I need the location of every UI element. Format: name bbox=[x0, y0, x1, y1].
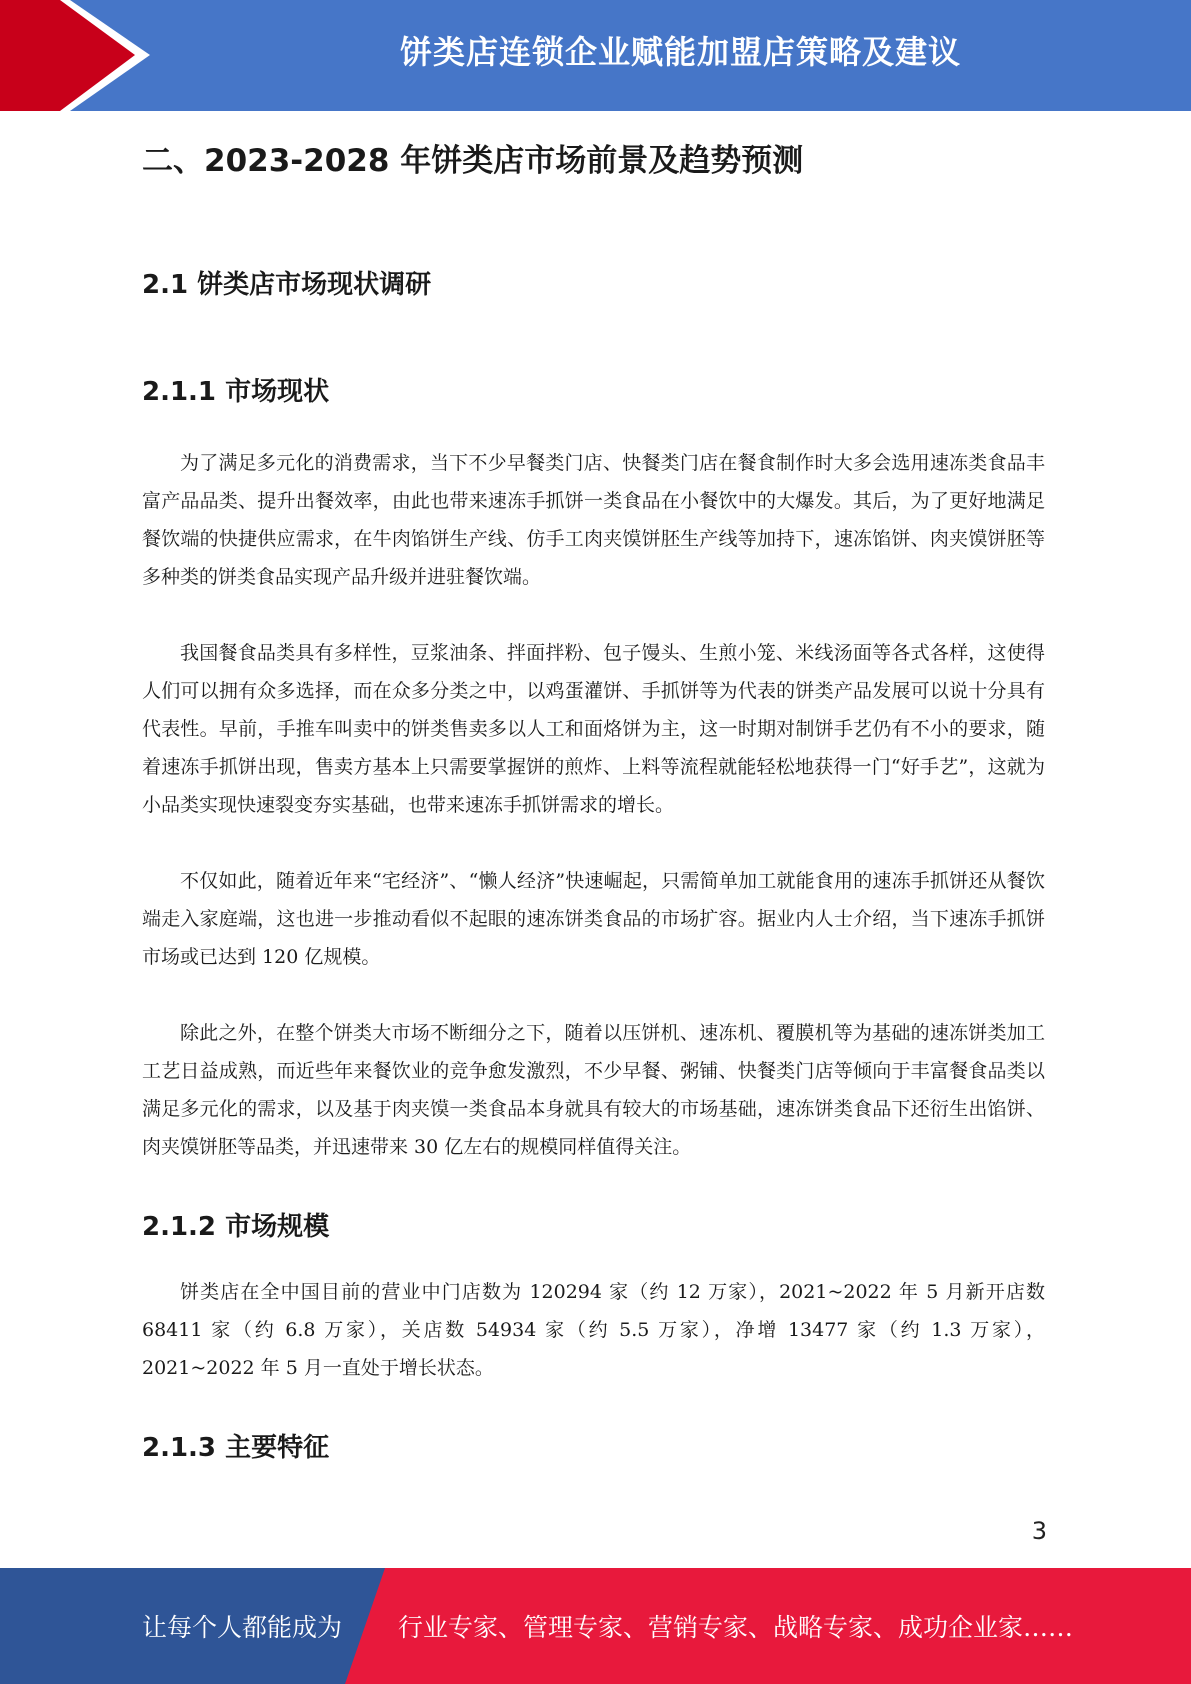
market-size-paragraphs bbox=[142, 1273, 1045, 1387]
paragraph: 饼类店在全中国目前的营业中门店数为 120294 家（约 12 万家），2021~2022 年 5 月新开店数 68411 家（约 6.8 万家），关店数 54934 家（约 5.5 万家），净增 13477 家（约 1.3 万家），2021~2022 年 5 月一直处于增长状态。 bbox=[142, 1281, 1045, 1379]
market-status-paragraphs bbox=[142, 444, 1045, 1166]
paragraph: 我国餐食品类具有多样性，豆浆油条、拌面拌粉、包子馒头、生煎小笼、米线汤面等各式各样，这使得人们可以拥有众多选择，而在众多分类之中，以鸡蛋灌饼、手抓饼等为代表的饼类产品发展可以说十分具有代表性。早前，手推车叫卖中的饼类售卖多以人工和面烙饼为主，这一时期对制饼手艺仍有不小的要求，随着速冻手抓饼出现，售卖方基本上只需要掌握饼的煎炸、上料等流程就能轻松地获得一门“好手艺”，这就为小品类实现快速裂变夯实基础，也带来速冻手抓饼需求的增长。 bbox=[142, 642, 1045, 816]
header-banner bbox=[0, 0, 1191, 111]
subsection-title: 2.1 饼类店市场现状调研 bbox=[142, 270, 432, 300]
document-body bbox=[142, 130, 1045, 1464]
footer-slogan-right: 行业专家、管理专家、营销专家、战略专家、成功企业家…… bbox=[398, 1613, 1074, 1642]
section-title: 二、2023-2028 年饼类店市场前景及趋势预测 bbox=[142, 143, 804, 179]
heading-market-status: 2.1.1 市场现状 bbox=[142, 377, 330, 407]
paragraph: 为了满足多元化的消费需求，当下不少早餐类门店、快餐类门店在餐食制作时大多会选用速冻类食品丰富产品品类、提升出餐效率，由此也带来速冻手抓饼一类食品在小餐饮中的大爆发。其后，为了更好地满足餐饮端的快捷供应需求，在牛肉馅饼生产线、仿手工肉夹馍饼胚生产线等加持下，速冻馅饼、肉夹馍饼胚等多种类的饼类食品实现产品升级并进驻餐饮端。 bbox=[142, 452, 1045, 588]
footer-slogan-left: 让每个人都能成为 bbox=[142, 1613, 343, 1642]
heading-main-features: 2.1.3 主要特征 bbox=[142, 1433, 330, 1463]
paragraph: 不仅如此，随着近年来“宅经济”、“懒人经济”快速崛起，只需简单加工就能食用的速冻手抓饼还从餐饮端走入家庭端，这也进一步推动看似不起眼的速冻饼类食品的市场扩容。据业内人士介绍，当下速冻手抓饼市场或已达到 120 亿规模。 bbox=[142, 870, 1045, 968]
paragraph: 除此之外，在整个饼类大市场不断细分之下，随着以压饼机、速冻机、覆膜机等为基础的速冻饼类加工工艺日益成熟，而近些年来餐饮业的竞争愈发激烈，不少早餐、粥铺、快餐类门店等倾向于丰富餐食品类以满足多元化的需求，以及基于肉夹馍一类食品本身就具有较大的市场基础，速冻饼类食品下还衍生出馅饼、肉夹馍饼胚等品类，并迅速带来 30 亿左右的规模同样值得关注。 bbox=[142, 1022, 1045, 1158]
heading-market-size: 2.1.2 市场规模 bbox=[142, 1212, 330, 1242]
footer-banner bbox=[0, 1568, 1191, 1684]
arrow-chevron-icon bbox=[0, 0, 160, 111]
header-title: 饼类店连锁企业赋能加盟店策略及建议 bbox=[399, 33, 961, 71]
page-number: 3 bbox=[1031, 1517, 1047, 1545]
